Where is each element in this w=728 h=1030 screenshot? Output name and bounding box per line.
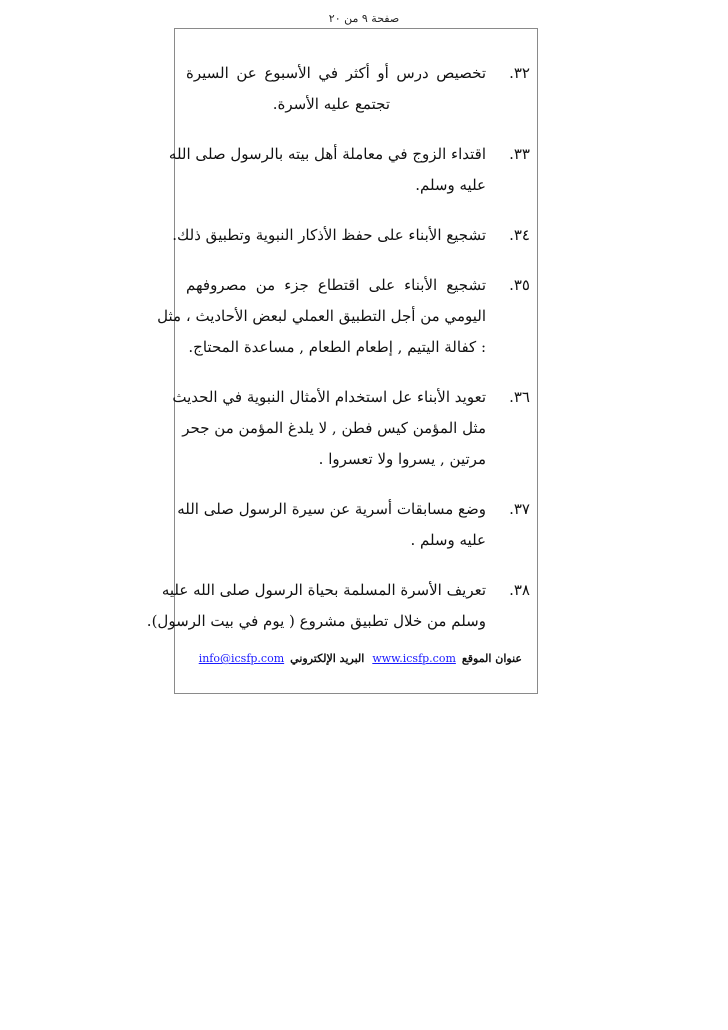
item-line: وضع مسابقات أسرية عن سيرة الرسول صلى الله xyxy=(177,500,486,518)
list-item xyxy=(186,58,530,120)
item-number: ٣٦. xyxy=(509,388,530,406)
item-line: وسلم من خلال تطبيق مشروع ( يوم في بيت الرسول). xyxy=(146,612,486,630)
list-item xyxy=(172,220,530,251)
item-line: اقتداء الزوج في معاملة أهل بيته بالرسول صلى الله xyxy=(168,145,486,163)
item-line: تشجيع الأبناء على اقتطاع جزء من مصروفهم xyxy=(186,276,486,294)
numbered-list xyxy=(146,58,530,656)
item-line: عليه وسلم . xyxy=(410,531,486,549)
item-line: : كفالة اليتيم , إطعام الطعام , مساعدة المحتاج. xyxy=(188,338,486,356)
list-item xyxy=(157,270,530,363)
item-number: ٣٤. xyxy=(509,226,530,244)
list-item xyxy=(168,139,530,201)
item-number: ٣٣. xyxy=(509,145,530,163)
list-item xyxy=(177,494,530,556)
item-line: تعريف الأسرة المسلمة بحياة الرسول صلى الله عليه xyxy=(161,581,486,599)
item-number: ٣٥. xyxy=(509,276,530,294)
item-line: تجتمع عليه الأسرة. xyxy=(272,95,390,113)
item-number: ٣٨. xyxy=(509,581,530,599)
item-line: تعويد الأبناء عل استخدام الأمثال النبوية في الحديث xyxy=(172,388,486,406)
site-label: عنوان الموقع xyxy=(461,652,522,665)
list-item xyxy=(172,382,530,475)
item-line: مرتين , يسروا ولا تعسروا . xyxy=(318,450,486,468)
email-label: البريد الإلكتروني xyxy=(290,652,365,665)
item-line: مثل المؤمن كيس فطن , لا يلدغ المؤمن من جحر xyxy=(182,419,486,437)
email-link[interactable]: info@icsfp.com xyxy=(198,652,285,665)
item-line: عليه وسلم. xyxy=(415,176,486,194)
item-number: ٣٧. xyxy=(509,500,530,518)
item-line: اليومي من أجل التطبيق العملي لبعض الأحاديث ، مثل xyxy=(157,307,486,325)
item-number: ٣٢. xyxy=(509,64,530,82)
page-footer xyxy=(198,652,522,665)
list-item xyxy=(146,575,530,637)
item-line: تخصيص درس أو أكثر في الأسبوع عن السيرة xyxy=(186,64,486,82)
site-link[interactable]: www.icsfp.com xyxy=(372,652,456,665)
page-number-header: صفحة ٩ من ٢٠ xyxy=(328,12,400,25)
item-line: تشجيع الأبناء على حفظ الأذكار النبوية وتطبيق ذلك. xyxy=(172,226,486,244)
